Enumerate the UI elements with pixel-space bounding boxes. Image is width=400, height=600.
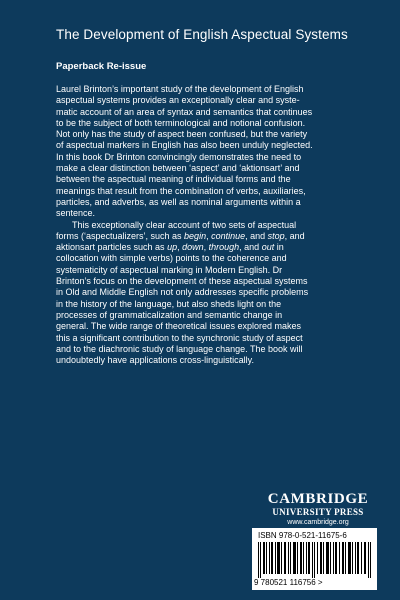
publisher-url: www.cambridge.org bbox=[287, 519, 349, 526]
text-run: aktionsart particles such as bbox=[56, 242, 168, 253]
publisher-name-line2: UNIVERSITY PRESS bbox=[272, 507, 364, 517]
blurb-line: systematicity of aspectual marking in Modern English. Dr bbox=[56, 264, 283, 275]
blurb-paragraph-2 bbox=[56, 220, 352, 367]
blurb-line: aspectual systems provides an exceptionally clear and syste- bbox=[56, 95, 300, 106]
barcode-icon bbox=[258, 542, 371, 578]
blurb-line: of aspectual markers in English has also been unduly neglected. bbox=[56, 140, 313, 151]
blurb-line: sentence. bbox=[56, 208, 96, 219]
example-word: out bbox=[261, 242, 275, 253]
blurb-line: processes of grammaticalization and semantic change in bbox=[56, 309, 283, 320]
blurb-line: this a significant contribution to the synchronic study of aspect bbox=[56, 332, 303, 343]
blurb-line: in Old and Middle English not only addresses specific problems bbox=[56, 287, 309, 298]
barcode-digits: 9 780521 116756 > bbox=[254, 578, 323, 587]
blurb-line: make a clear distinction between ‘aspect’ and ‘aktionsart’ and bbox=[56, 163, 300, 174]
example-word: continue bbox=[211, 230, 246, 241]
text-run: , and bbox=[284, 230, 305, 241]
blurb-line: in the history of the language, but also sheds light on the bbox=[56, 298, 282, 309]
blurb-line: particles, and adverbs, as well as nominal arguments within a bbox=[56, 196, 301, 207]
text-run: in bbox=[274, 242, 284, 253]
blurb-line: and to the diachronic study of language change. The book will bbox=[56, 343, 303, 354]
blurb bbox=[56, 84, 352, 366]
blurb-line: In this book Dr Brinton convincingly demonstrates the need to bbox=[56, 151, 302, 162]
barcode-panel bbox=[252, 528, 377, 590]
text-run: , bbox=[206, 230, 212, 241]
example-word: down bbox=[182, 242, 204, 253]
reissue-label: Paperback Re-issue bbox=[56, 61, 147, 72]
blurb-line: collocation with simple verbs) points to the coherence and bbox=[56, 253, 287, 264]
blurb-line: Not only has the study of aspect been confused, but the variety bbox=[56, 129, 308, 140]
text-run: , bbox=[177, 242, 183, 253]
blurb-line: to be the subject of both terminological and notional confusion. bbox=[56, 117, 306, 128]
text-run: forms (‘aspectualizers’, such as bbox=[56, 230, 185, 241]
isbn-label: ISBN 978-0-521-11675-6 bbox=[258, 531, 347, 540]
text-run: , bbox=[203, 242, 209, 253]
example-word: stop bbox=[267, 230, 285, 241]
example-word: begin bbox=[184, 230, 207, 241]
blurb-line: Laurel Brinton’s important study of the development of English bbox=[56, 84, 304, 94]
blurb-line: undoubtedly have applications cross-linguistically. bbox=[56, 355, 254, 366]
blurb-line bbox=[56, 231, 352, 242]
publisher-name: CAMBRIDGE bbox=[267, 491, 369, 507]
blurb-line: meanings that result from the combination of verbs, auxiliaries, bbox=[56, 185, 306, 196]
blurb-line: This exceptionally clear account of two sets of aspectual bbox=[72, 219, 297, 230]
example-word: through bbox=[208, 242, 240, 253]
blurb-paragraph-1 bbox=[56, 84, 352, 220]
blurb-line: between the aspectual meaning of individual forms and the bbox=[56, 174, 291, 185]
text-run: , and bbox=[239, 242, 262, 253]
blurb-line: Brinton’s focus on the development of these aspectual systems bbox=[56, 276, 308, 287]
book-title: The Development of English Aspectual Systems bbox=[56, 27, 348, 42]
blurb-line bbox=[56, 242, 352, 253]
blurb-line: general. The wide range of theoretical issues explored makes bbox=[56, 321, 301, 332]
text-run: , and bbox=[245, 230, 268, 241]
publisher-logo bbox=[263, 491, 373, 527]
blurb-line: matic account of an area of syntax and semantics that continues bbox=[56, 106, 313, 117]
example-word: up bbox=[167, 242, 178, 253]
